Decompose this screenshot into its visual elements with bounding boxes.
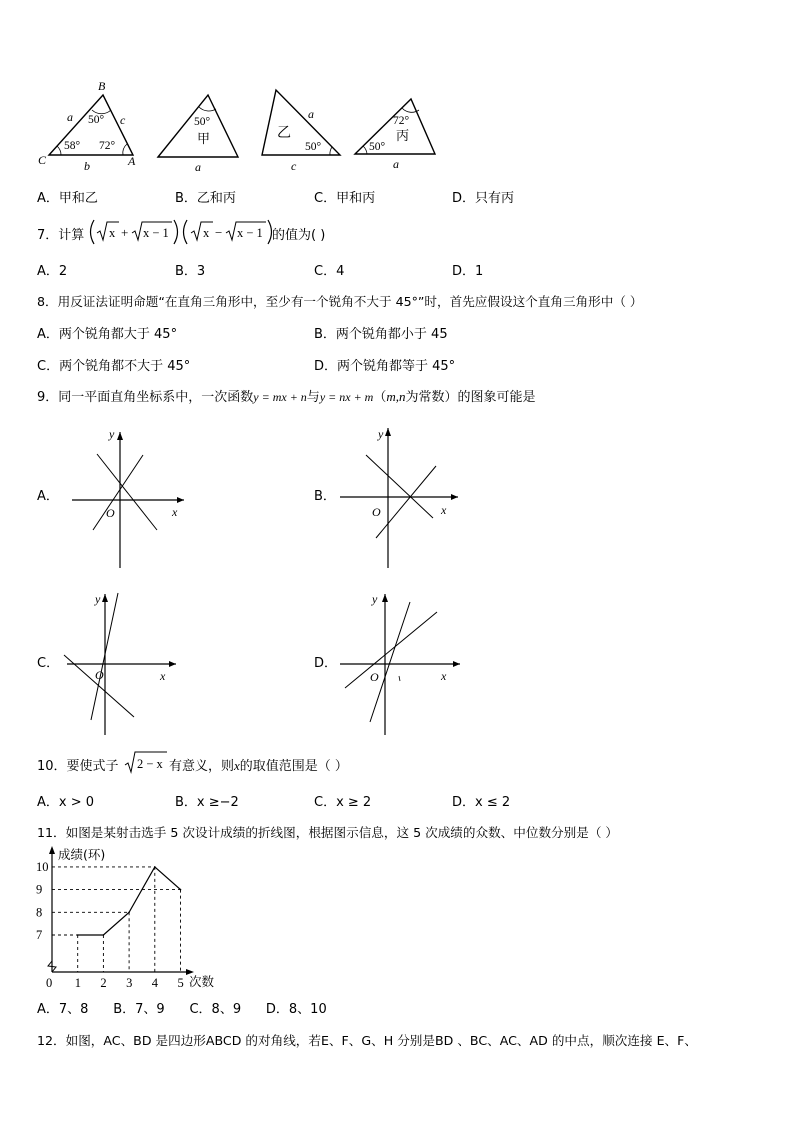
chart-y-title: 成绩(环) bbox=[58, 847, 106, 862]
label-side-t4: a bbox=[393, 157, 399, 171]
label-vertex-b: B bbox=[98, 79, 106, 93]
chart-data-point bbox=[180, 889, 182, 891]
q11-stem: 11．如图是某射击选手 5 次设计成绩的折线图，根据图示信息，这 5 次成绩的众数、中位数分别是（ ） bbox=[37, 825, 619, 840]
q7-prefix: 7．计算 bbox=[37, 228, 85, 243]
label-angle-a: 72° bbox=[99, 140, 116, 152]
q8-option-c[interactable]: C．两个锐角都不大于 45° bbox=[37, 359, 191, 374]
graph-d-y-label: y bbox=[372, 592, 378, 606]
label-side-c-t3: c bbox=[291, 159, 297, 173]
chart-y-tick-label: 8 bbox=[36, 905, 43, 920]
q7-option-b[interactable]: B．3 bbox=[175, 264, 206, 279]
graph-a-x-label: x bbox=[172, 505, 178, 519]
q7-term-3: x bbox=[203, 226, 210, 240]
q6-option-b[interactable]: B．乙和丙 bbox=[175, 191, 236, 206]
chart-x-tick-label: 5 bbox=[177, 976, 184, 990]
q10-middle: 有意义，则 bbox=[169, 759, 235, 774]
q6-option-a[interactable]: A．甲和乙 bbox=[37, 191, 98, 206]
chart-x-tick-label: 4 bbox=[151, 976, 159, 990]
q9-stem-end: 为常数）的图象可能是 bbox=[405, 390, 536, 405]
q9-stem-mid: 与 bbox=[306, 390, 320, 405]
chart-x-title: 次数 bbox=[189, 974, 215, 989]
q8-option-b[interactable]: B．两个锐角都小于 45 bbox=[314, 327, 448, 342]
q7-term-4: x − 1 bbox=[237, 226, 263, 240]
q9-func-2: y = nx + m bbox=[319, 390, 374, 404]
q10-prefix: 10．要使式子 bbox=[37, 759, 119, 774]
label-angle-top-t4: 72° bbox=[393, 115, 410, 127]
q10-option-b[interactable]: B．x ≥−2 bbox=[175, 795, 239, 810]
q7-plus: + bbox=[121, 225, 129, 240]
chart-y-tick-label: 10 bbox=[36, 859, 49, 874]
graph-c-x-label: x bbox=[160, 669, 166, 683]
q7-option-d[interactable]: D．1 bbox=[452, 264, 484, 279]
label-name-t4: 丙 bbox=[396, 129, 410, 144]
q11-options[interactable]: A．7、8 B．7、9 C．8、9 D．8、10 bbox=[37, 1002, 327, 1017]
chart-x-tick-label: 2 bbox=[100, 976, 107, 990]
q9-stem-start: 9．同一平面直角坐标系中，一次函数 bbox=[37, 390, 254, 405]
label-side-t2: a bbox=[195, 160, 201, 174]
graph-c-y-label: y bbox=[95, 592, 101, 606]
q9-option-b-label[interactable]: B． bbox=[314, 489, 336, 504]
graph-b-y-label: y bbox=[378, 427, 384, 441]
q9-params: m,n bbox=[386, 389, 406, 404]
label-angle-left-t4: 50° bbox=[369, 141, 386, 153]
label-name-t3: 乙 bbox=[277, 125, 291, 141]
q7-term-2: x − 1 bbox=[143, 226, 169, 240]
graph-b-origin: O bbox=[372, 505, 381, 519]
chart-y-tick-label: 9 bbox=[36, 882, 43, 897]
q9-option-a-label[interactable]: A． bbox=[37, 489, 59, 504]
chart-data-point bbox=[103, 934, 105, 936]
graph-b-x-label: x bbox=[441, 503, 447, 517]
label-side-a-t1: a bbox=[67, 110, 73, 124]
q10-option-d[interactable]: D．x ≤ 2 bbox=[452, 795, 511, 810]
label-side-c-t1: c bbox=[120, 113, 126, 127]
q10-var: x bbox=[234, 758, 240, 773]
chart-data-point bbox=[77, 934, 79, 936]
label-name-t2: 甲 bbox=[197, 132, 211, 147]
label-angle-t3: 50° bbox=[305, 141, 322, 153]
graph-c-origin: O bbox=[95, 668, 104, 682]
graph-a-y-label: y bbox=[109, 427, 115, 441]
q6-option-d[interactable]: D．只有丙 bbox=[452, 191, 515, 206]
q9-option-d-label[interactable]: D． bbox=[314, 656, 338, 671]
q10-radicand: 2 − x bbox=[137, 757, 163, 771]
label-side-b-t1: b bbox=[84, 159, 90, 173]
q6-option-c[interactable]: C．甲和丙 bbox=[314, 191, 376, 206]
q7-option-c[interactable]: C．4 bbox=[314, 264, 345, 279]
label-angle-c: 58° bbox=[64, 140, 81, 152]
label-vertex-c: C bbox=[38, 153, 47, 167]
q9-func-1: y = mx + n bbox=[253, 390, 307, 404]
q7-minus: − bbox=[215, 225, 223, 240]
q10-option-a[interactable]: A．x > 0 bbox=[37, 795, 95, 810]
q12-stem: 12．如图，AC、BD 是四边形ABCD 的对角线，若E、F、G、H 分别是BD 、BC、AC、AD 的中点，顺次连接 E、F、 bbox=[37, 1033, 697, 1048]
q8-option-a[interactable]: A．两个锐角都大于 45° bbox=[37, 327, 178, 342]
q9-option-c-label[interactable]: C． bbox=[37, 656, 60, 671]
chart-x-tick-label: 3 bbox=[126, 976, 133, 990]
label-vertex-a: A bbox=[128, 154, 136, 168]
graph-a-origin: O bbox=[106, 506, 115, 520]
graph-d-x-label: x bbox=[441, 669, 447, 683]
graph-d-origin: O bbox=[370, 670, 379, 684]
q10-suffix: 的取值范围是（ ） bbox=[239, 759, 348, 774]
q7-option-a[interactable]: A．2 bbox=[37, 264, 68, 279]
chart-y-tick-label: 7 bbox=[36, 928, 43, 942]
chart-data-point bbox=[128, 912, 130, 914]
label-angle-b: 50° bbox=[88, 114, 105, 126]
q7-term-1: x bbox=[109, 226, 116, 240]
q10-option-c[interactable]: C．x ≥ 2 bbox=[314, 795, 372, 810]
q7-suffix: 的值为( ) bbox=[272, 228, 326, 243]
q8-stem: 8．用反证法证明命题“在直角三角形中，至少有一个锐角不大于 45°”时，首先应假设这个直角三角形中（ ） bbox=[37, 294, 643, 309]
chart-x-tick-label: 1 bbox=[74, 976, 81, 990]
label-angle-t2: 50° bbox=[194, 116, 211, 128]
q8-option-d[interactable]: D．两个锐角都等于 45° bbox=[314, 359, 456, 374]
q9-paren: （ bbox=[373, 390, 387, 405]
label-side-a-t3: a bbox=[308, 107, 314, 121]
chart-data-point bbox=[154, 866, 156, 868]
chart-x-tick-label: 0 bbox=[46, 976, 53, 990]
